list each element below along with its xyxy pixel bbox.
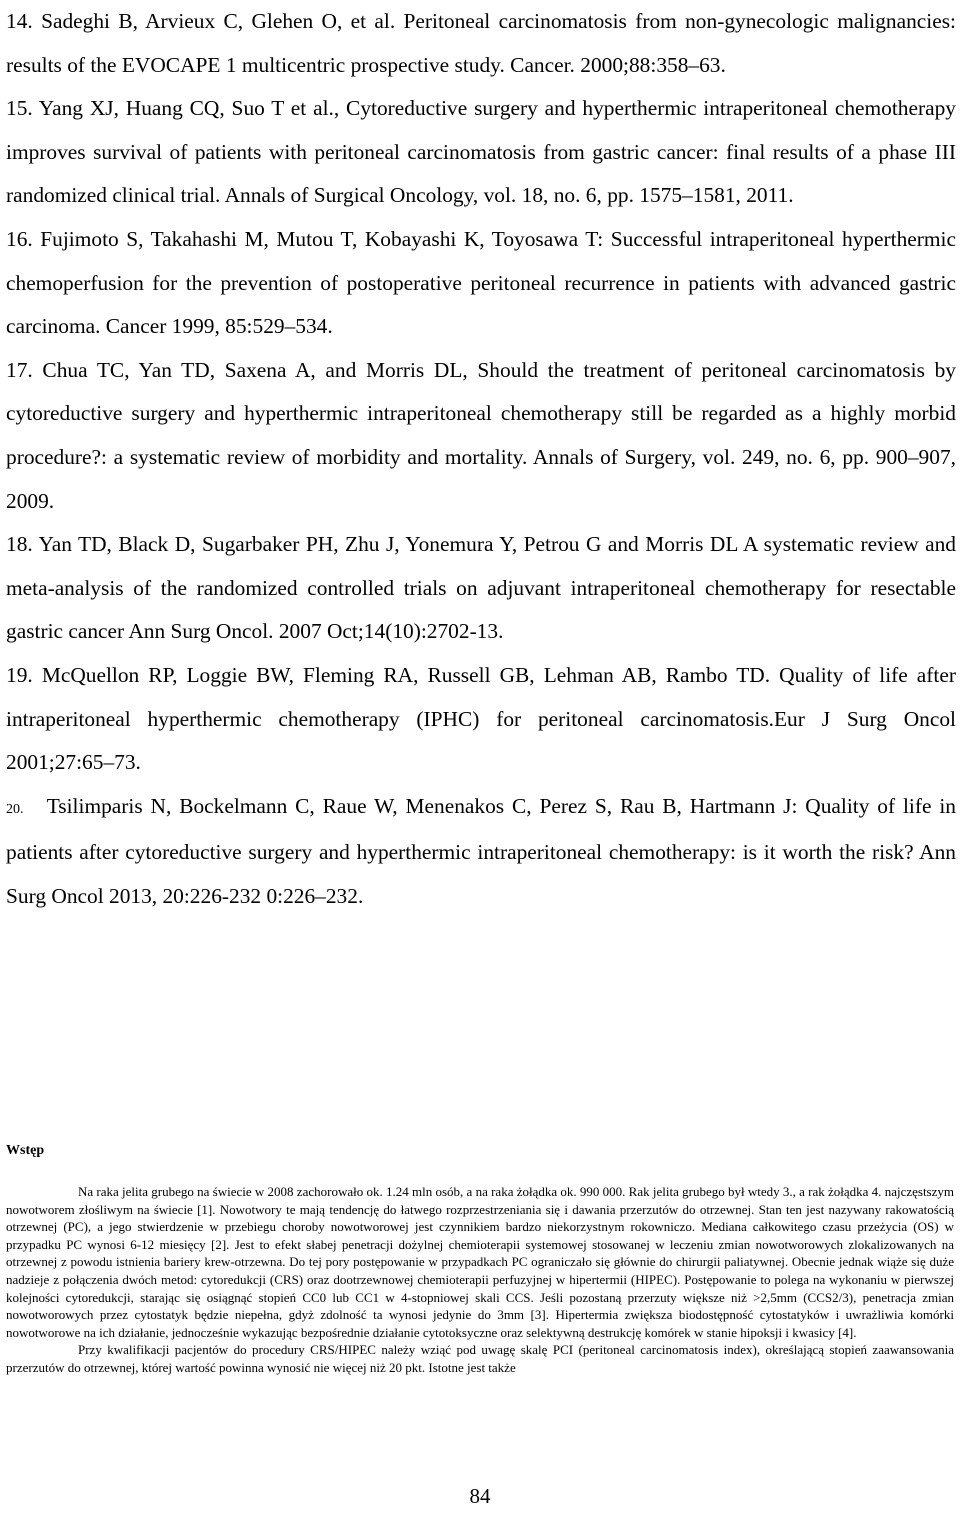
reference-number: 20. bbox=[6, 801, 24, 817]
body-paragraph: Przy kwalifikacji pacjentów do procedury CRS/HIPEC należy wziąć pod uwagę skalę PCI (peritoneal carcinomatosis index), określającą stopień zaawansowania przerzutów do otrzewnej, której wartość powinna wynosić nie więcej niż 20 pkt. Istotne jest także bbox=[6, 1342, 954, 1375]
section-heading: Wstęp bbox=[6, 1143, 45, 1158]
reference-number: 16. bbox=[6, 226, 33, 251]
section-body bbox=[6, 1183, 954, 1377]
reference-16 bbox=[6, 218, 956, 349]
reference-text: Yang XJ, Huang CQ, Suo T et al., Cytoreductive surgery and hyperthermic intraperitoneal chemotherapy improves survival of patients with peritoneal carcinomatosis from gastric cancer: final results of a phase III randomized clinical trial. Annals of Surgical Oncology, vol. 18, no. 6, pp. 1575–1581, 2011. bbox=[6, 96, 956, 208]
reference-text: Yan TD, Black D, Sugarbaker PH, Zhu J, Yonemura Y, Petrou G and Morris DL A systematic review and meta-analysis of the randomized controlled trials on adjuvant intraperitoneal chemotherapy for resectable gastric cancer Ann Surg Oncol. 2007 Oct;14(10):2702-13. bbox=[6, 532, 956, 644]
reference-17 bbox=[6, 349, 956, 523]
reference-text: Chua TC, Yan TD, Saxena A, and Morris DL, Should the treatment of peritoneal carcinomatosis by cytoreductive surgery and hyperthermic intraperitoneal chemotherapy still be regarded as a highly morbid procedure?: a systematic review of morbidity and mortality. Annals of Surgery, vol. 249, no. 6, pp. 900–907, 2009. bbox=[6, 357, 956, 513]
reference-text: Sadeghi B, Arvieux C, Glehen O, et al. Peritoneal carcinomatosis from non-gynecologic malignancies: results of the EVOCAPE 1 multicentric prospective study. Cancer. 2000;88:358–63. bbox=[6, 9, 956, 77]
reference-number: 19. bbox=[6, 662, 33, 687]
reference-19 bbox=[6, 654, 956, 785]
reference-number: 18. bbox=[6, 532, 33, 557]
reference-15 bbox=[6, 87, 956, 218]
reference-number: 15. bbox=[6, 96, 33, 121]
reference-text: Tsilimparis N, Bockelmann C, Raue W, Menenakos C, Perez S, Rau B, Hartmann J: Quality of life in patients after cytoreductive surgery and hyperthermic intraperitoneal chemotherapy: is it worth the risk? Ann Surg Oncol 2013, 20:226-232 0:226–232. bbox=[6, 793, 956, 908]
reference-18 bbox=[6, 523, 956, 654]
body-paragraph: Na raka jelita grubego na świecie w 2008 zachorowało ok. 1.24 mln osób, a na raka żołądka ok. 990 000. Rak jelita grubego był wtedy 3., a rak żołądka 4. najczęstszym nowotworem złośliwym na świecie [1]. Nowotwory te mają tendencję do łatwego rozprzestrzeniania się i dawania przerzutów do otrzewnej. Stan ten jest nazywany rakowatością otrzewnej (PC), a jego stwierdzenie w przebiegu choroby nowotworowej jest czynnikiem bardzo niekorzystnym rokowniczo. Mediana całkowitego czasu przeżycia (OS) w przypadku PC wynosi 6-12 miesięcy [2]. Jest to efekt słabej penetracji dożylnej chemioterapii systemowej stosowanej w leczeniu zmian nowotworowych zlokalizowanych na otrzewnej z powodu istnienia bariery krew-otrzewna. Do tej pory postępowanie w przypadkach PC ograniczało się głównie do chirurgii paliatywnej. Obecnie jednak wiąże się duże nadzieje z połączenia dwóch metod: cytoredukcji (CRS) oraz dootrzewnowej chemioterapii perfuzyjnej w hipertermii (HIPEC). Postępowanie to polega na wykonaniu w pierwszej kolejności cytoredukcji, starając się osiągnąć stopień CC0 lub CC1 w 4-stopniowej skali CCS. Jeśli pozostaną przerzuty większe niż >2,5mm (CCS2/3), penetracja zmian nowotworowych przez cytostatyk będzie niepełna, gdyż zdolność ta wynosi jedynie do 3mm [3]. Hipertermia zwiększa biodostępność cytostatyków i uwrażliwia komórki nowotworowe na ich działanie, jednocześnie wykazując bezpośrednie działanie cytotoksyczne oraz selektywną destrukcję komórek w stanie hipoksji i kwasicy [4]. bbox=[6, 1184, 954, 1340]
reference-text: McQuellon RP, Loggie BW, Fleming RA, Russell GB, Lehman AB, Rambo TD. Quality of life after intraperitoneal hyperthermic chemotherapy (IPHC) for peritoneal carcinomatosis.Eur J Surg Oncol 2001;27:65–73. bbox=[6, 662, 956, 775]
reference-list bbox=[6, 0, 956, 918]
reference-14 bbox=[6, 0, 956, 87]
page-number: 84 bbox=[469, 1484, 491, 1508]
reference-number: 17. bbox=[6, 357, 33, 382]
reference-number: 14. bbox=[6, 9, 33, 33]
reference-text: Fujimoto S, Takahashi M, Mutou T, Kobayashi K, Toyosawa T: Successful intraperitoneal hyperthermic chemoperfusion for the prevention of postoperative peritoneal recurrence in patients with advanced gastric carcinoma. Cancer 1999, 85:529–534. bbox=[6, 226, 956, 339]
reference-20 bbox=[6, 785, 956, 919]
